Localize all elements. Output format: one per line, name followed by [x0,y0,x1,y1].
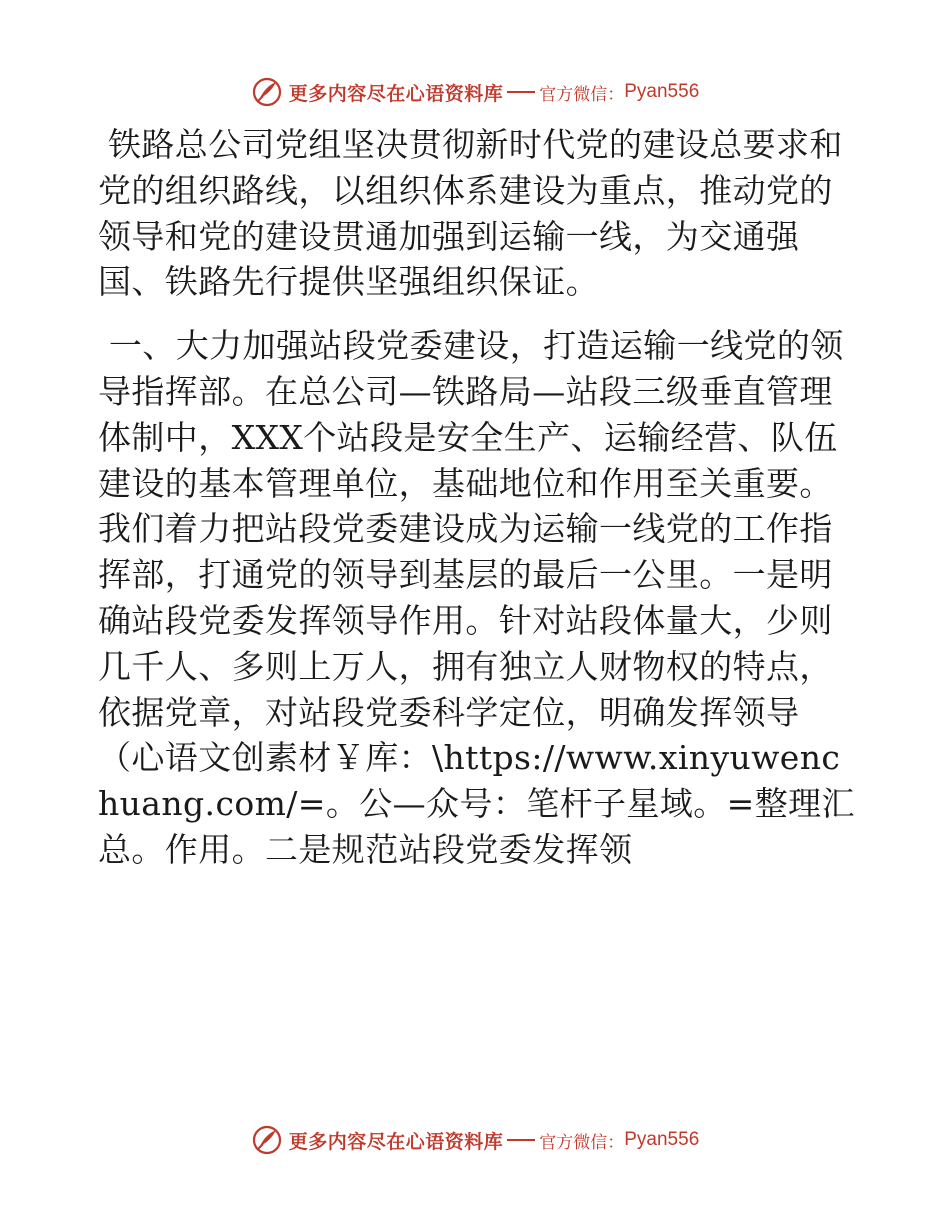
footer-dash [507,1139,535,1141]
quill-logo-icon [251,1124,283,1156]
footer-banner [0,1118,950,1162]
paragraph-intro: 铁路总公司党组坚决贯彻新时代党的建设总要求和党的组织路线，以组织体系建设为重点，推动党的领导和党的建设贯通加强到运输一线，为交通强国、铁路先行提供坚强组织保证。 [98,125,843,302]
footer-brand-text: 更多内容尽在心语资料库 [288,1130,504,1153]
document-body [98,122,858,873]
footer-wechat-handle: Pyan556 [624,1129,700,1150]
header-wechat-handle: Pyan556 [624,81,700,102]
header-banner [0,70,950,114]
header-brand-text: 更多内容尽在心语资料库 [288,82,504,105]
paragraph-section-one: 一、大力加强站段党委建设，打造运输一线党的领导指挥部。在总公司—铁路局—站段三级垂直管理体制中，XXX个站段是安全生产、运输经营、队伍建设的基本管理单位，基础地位和作用至关重要。我们着力把站段党委建设成为运输一线党的工作指挥部，打通党的领导到基层的最后一公里。一是明确站段党委发挥领导作用。针对站段体量大，少则几千人、多则上万人，拥有独立人财物权的特点，依据党章，对站段党委科学定位，明确发挥领导（心语文创素材￥库：\https://www.xinyuwenchuang.com/=。公—众号：笔杆子星域。=整理汇总。作用。二是规范站段党委发挥领 [98,326,855,869]
footer-official-label: 官方微信： [539,1132,625,1153]
header-official-label: 官方微信： [539,84,625,105]
header-dash [507,91,535,93]
quill-logo-icon [251,76,283,108]
